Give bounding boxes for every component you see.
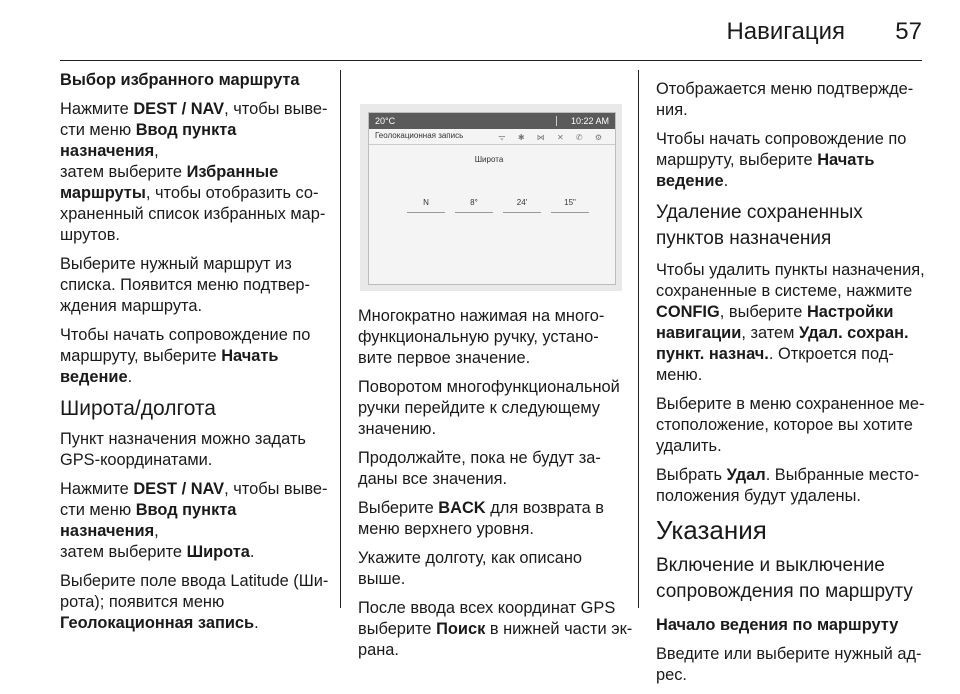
section-title-lat-long: Широта/долгота	[60, 397, 216, 420]
paragraph: Выберите поле ввода Latitude (Ши- рота); появится меню Геолокационная запись.	[60, 572, 329, 632]
paragraph: Чтобы начать сопровождение по маршруту, выберите Начать ведение.	[60, 326, 311, 386]
paragraph: Введите или выберите нужный ад- рес.	[656, 645, 922, 684]
paragraph: После ввода всех координат GPS выберите Поиск в нижней части эк- рана.	[358, 599, 633, 659]
paragraph: Многократно нажимая на много- функциональную ручку, устано- вите первое значение.	[358, 307, 605, 367]
subheading-start-guidance: Начало ведения по маршруту	[656, 616, 899, 634]
coord-cell-degrees[interactable]: 8°	[470, 198, 478, 207]
column-3	[656, 79, 946, 694]
section-title-guidance: Указания	[656, 515, 767, 545]
coord-cell-hemisphere[interactable]: N	[423, 198, 429, 207]
header-divider	[60, 60, 922, 61]
paragraph: Выберите в меню сохраненное ме- стоположение, которое вы хотите удалить.	[656, 395, 925, 455]
paragraph: Нажмите DEST / NAV, чтобы выве- сти меню Ввод пункта назначения, затем выберите Избранные маршруты, чтобы отобразить со- храненный список избранных мар- шрутов.	[60, 100, 328, 244]
paragraph: Выбрать Удал. Выбранные место- положения будут удалены.	[656, 466, 920, 505]
screen-title-bar	[369, 129, 615, 143]
clock: 10:22 AM	[570, 116, 609, 126]
paragraph: Чтобы удалить пункты назначения, сохраненные в системе, нажмите CONFIG, выберите Настройки навигации, затем Удал. сохран. пункт. назнач.. Откроется под- меню.	[656, 261, 925, 384]
infotainment-screen	[368, 112, 616, 285]
paragraph: Отображается меню подтвержде- ния.	[656, 80, 914, 119]
coord-cell-seconds[interactable]: 15"	[564, 198, 576, 207]
paragraph: Нажмите DEST / NAV, чтобы выве- сти меню Ввод пункта назначения, затем выберите Широта.	[60, 480, 328, 561]
column-divider-2	[638, 70, 639, 608]
column-divider-1	[340, 70, 341, 608]
paragraph: Продолжайте, пока не будут за- даны все значения.	[358, 449, 601, 488]
paragraph: Выберите BACK для возврата в меню верхнего уровня.	[358, 499, 605, 538]
paragraph: Пункт назначения можно задать GPS-координатами.	[60, 430, 306, 469]
column-1	[60, 70, 332, 642]
section-title-delete-destinations: Удаление сохраненных пунктов назначения	[656, 202, 863, 249]
column-2	[358, 306, 633, 669]
screen-title: Геолокационная запись	[375, 131, 464, 140]
page-title: Навигация	[726, 18, 845, 45]
coordinate-fields	[407, 198, 587, 218]
field-label: Широта	[474, 155, 504, 164]
page-header	[0, 0, 960, 62]
paragraph: Укажите долготу, как описано выше.	[358, 549, 583, 588]
coord-cell-minutes[interactable]: 24'	[516, 198, 528, 207]
subsection-title-guidance-toggle: Включение и выключение сопровождения по маршруту	[656, 555, 913, 602]
paragraph: Поворотом многофункциональной ручки перейдите к следующему значению.	[358, 378, 620, 438]
paragraph: Чтобы начать сопровождение по маршруту, выберите Начать ведение.	[656, 130, 907, 190]
section-title-favorite-route: Выбор избранного маршрута	[60, 71, 300, 89]
status-icons: ᯤ ✱ ⋈ ✕ ✆ ⚙	[498, 133, 607, 142]
screen-illustration	[360, 104, 622, 291]
temperature: 20°C	[375, 116, 396, 126]
status-bar	[369, 113, 615, 129]
page-number: 57	[895, 18, 922, 45]
paragraph: Выберите нужный маршрут из списка. Появится меню подтвер- ждения маршрута.	[60, 255, 310, 315]
